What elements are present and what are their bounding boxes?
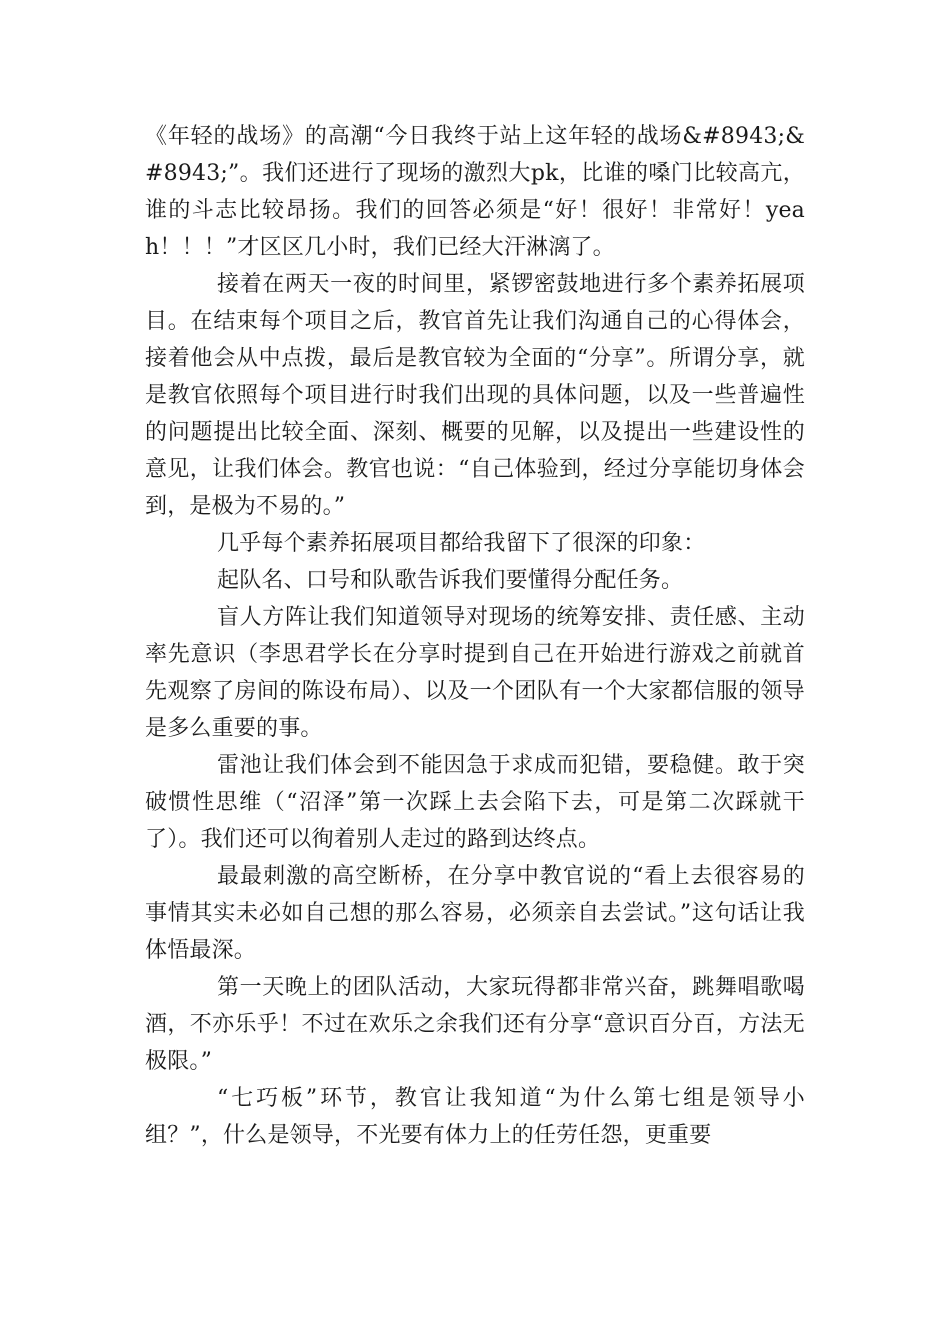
- paragraph-6: 雷池让我们体会到不能因急于求成而犯错，要稳健。敢于突破惯性思维（“沼泽”第一次踩上去会陷下去，可是第二次踩就干了）。我们还可以徇着别人走过的路到达终点。: [145, 753, 805, 852]
- paragraph-9: “七巧板”环节，教官让我知道“为什么第七组是领导小组？”，什么是领导，不光要有体力上的任劳任怨，更重要: [145, 1086, 805, 1148]
- paragraph-2: 接着在两天一夜的时间里，紧锣密鼓地进行多个素养拓展项目。在结束每个项目之后，教官首先让我们沟通自己的心得体会，接着他会从中点拨，最后是教官较为全面的“分享”。所谓分享，就是教官依照每个项目进行时我们出现的具体问题，以及一些普遍性的问题提出比较全面、深刻、概要的见解，以及提出一些建设性的意见，让我们体会。教官也说：“自己体验到，经过分享能切身体会到，是极为不易的。”: [145, 272, 805, 519]
- document-body: [145, 118, 805, 1154]
- paragraph-8: 第一天晚上的团队活动，大家玩得都非常兴奋，跳舞唱歌喝酒，不亦乐乎！不过在欢乐之余我们还有分享“意识百分百，方法无极限。”: [145, 975, 805, 1074]
- paragraph-3: 几乎每个素养拓展项目都给我留下了很深的印象：: [217, 531, 706, 556]
- paragraph-7: 最最刺激的高空断桥，在分享中教官说的“看上去很容易的事情其实未必如自己想的那么容易，必须亲自去尝试。”这句话让我体悟最深。: [145, 864, 805, 963]
- paragraph-4: 起队名、口号和队歌告诉我们要懂得分配任务。: [217, 568, 684, 593]
- paragraph-1: 《年轻的战场》的高潮“今日我终于站上这年轻的战场&#8943;&#8943;”。我们还进行了现场的激烈大pk，比谁的嗓门比较高亢，谁的斗志比较昂扬。我们的回答必须是“好！很好！非常好！yeah！！！”才区区几小时，我们已经大汗淋漓了。: [145, 124, 805, 260]
- paragraph-5: 盲人方阵让我们知道领导对现场的统筹安排、责任感、主动率先意识（李思君学长在分享时提到自己在开始进行游戏之前就首先观察了房间的陈设布局）、以及一个团队有一个大家都信服的领导是多么重要的事。: [145, 605, 805, 741]
